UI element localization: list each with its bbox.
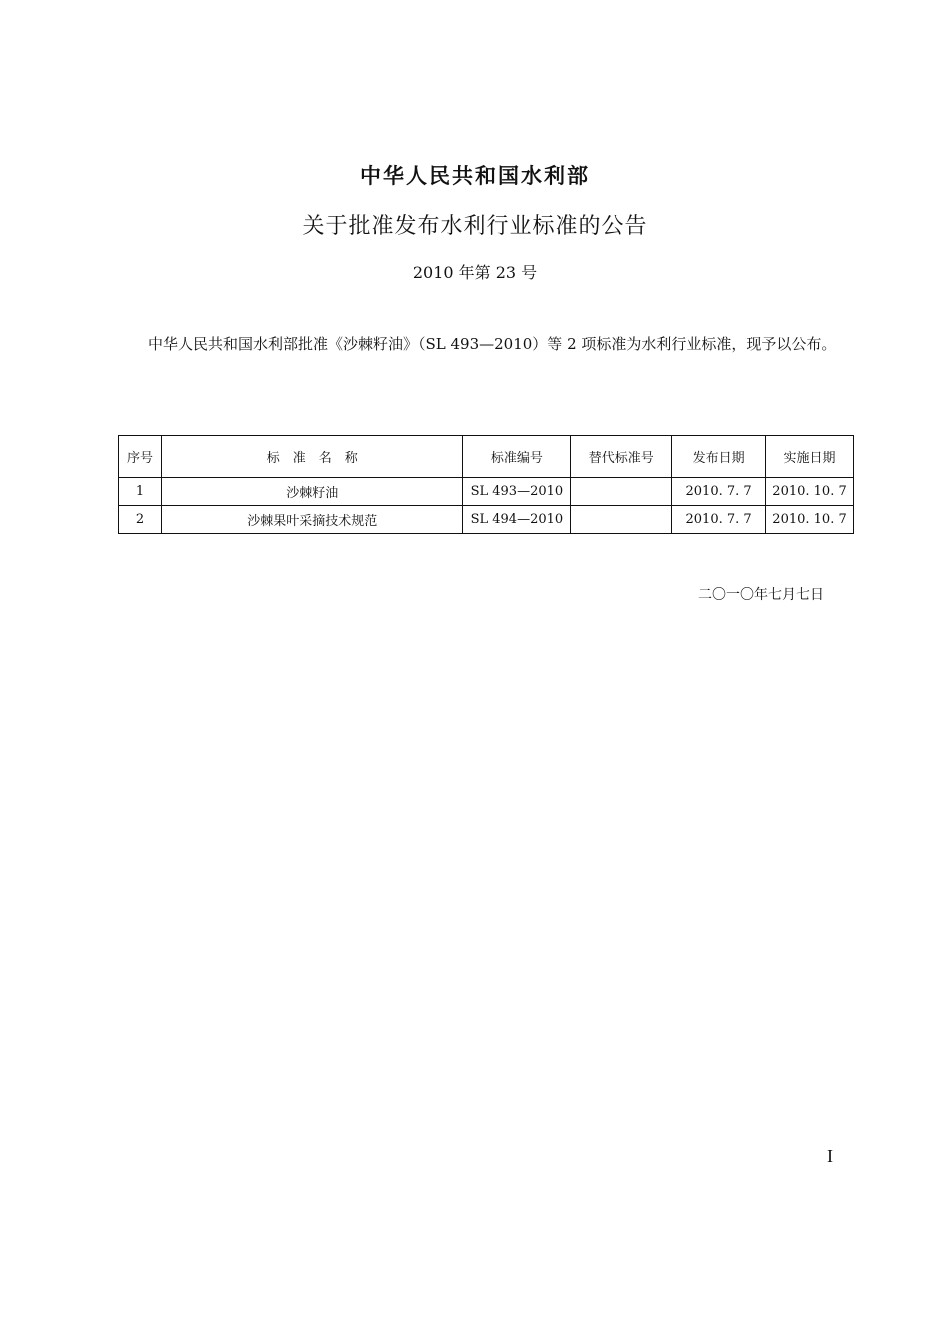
table-header-row (119, 436, 854, 478)
cell-serial: 2 (119, 506, 162, 534)
issue-number: 2010 年第 23 号 (412, 263, 538, 282)
cell-publish-date: 2010. 7. 7 (672, 478, 766, 506)
cell-standard-number: SL 494—2010 (463, 506, 571, 534)
header-replaced-standard: 替代标准号 (571, 436, 672, 478)
cell-effective-date: 2010. 10. 7 (766, 478, 854, 506)
cell-serial: 1 (119, 478, 162, 506)
header-standard-name: 标 准 名 称 (161, 436, 463, 478)
header-publish-date: 发布日期 (672, 436, 766, 478)
table-row (119, 478, 854, 506)
cell-publish-date: 2010. 7. 7 (672, 506, 766, 534)
cell-replaced-standard (571, 506, 672, 534)
announcement-date: 二〇一〇年七月七日 (698, 587, 824, 603)
header-standard-number: 标准编号 (463, 436, 571, 478)
issuing-ministry: 中华人民共和国水利部 (360, 163, 590, 188)
cell-replaced-standard (571, 478, 672, 506)
announcement-paragraph: 中华人民共和国水利部批准《沙棘籽油》（SL 493—2010）等 2 项标准为水利行业标准，现予以公布。 (148, 335, 837, 353)
page-number: I (827, 1146, 833, 1166)
header-serial: 序号 (119, 436, 162, 478)
table-row (119, 506, 854, 534)
cell-standard-name: 沙棘籽油 (161, 478, 463, 506)
announcement-title: 关于批准发布水利行业标准的公告 (302, 214, 648, 239)
cell-standard-name: 沙棘果叶采摘技术规范 (161, 506, 463, 534)
cell-standard-number: SL 493—2010 (463, 478, 571, 506)
cell-effective-date: 2010. 10. 7 (766, 506, 854, 534)
standards-table (118, 435, 854, 534)
header-effective-date: 实施日期 (766, 436, 854, 478)
